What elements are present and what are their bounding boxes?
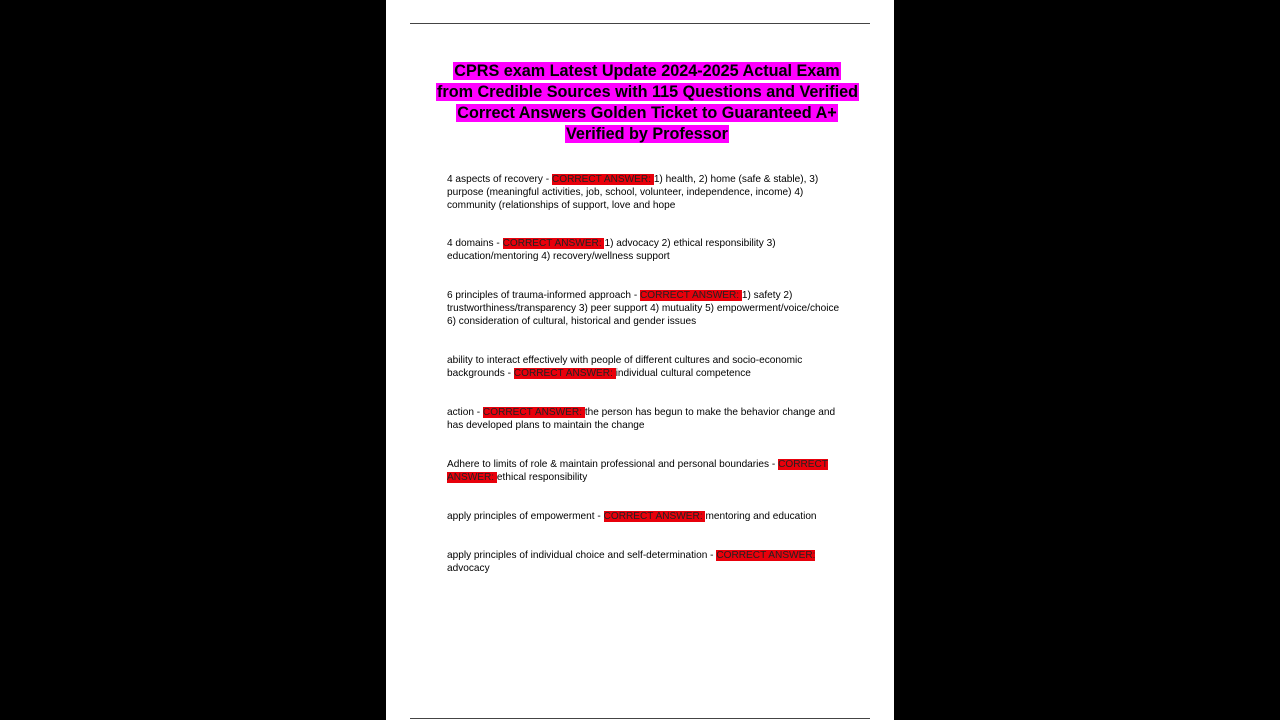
question-text: 4 aspects of recovery (447, 174, 543, 185)
answer-text: 1) safety 2) trustworthiness/transparency 3) peer support 4) mutuality 5) empowerment/voice/choice 6) consideration of cultural, historical and gender issues (447, 290, 840, 327)
qa-entry-7 (447, 510, 849, 523)
question-text: ability to interact effectively with people of different cultures and socio-economic backgrounds (447, 355, 803, 379)
answer-text: individual cultural competence (615, 368, 751, 379)
correct-answer-tag: CORRECT ANSWER: (716, 550, 816, 561)
qa-entry-5 (447, 406, 849, 432)
question-text: action (447, 407, 474, 418)
separator: - (504, 368, 514, 379)
question-text: 6 principles of trauma-informed approach (447, 290, 632, 301)
qa-entry-3 (447, 289, 849, 328)
answer-text: 1) health, 2) home (safe & stable), 3) purpose (meaningful activities, job, school, volunteer, independence, income) 4) community (relationships of support, love and hope (447, 174, 819, 211)
correct-answer-tag: CORRECT ANSWER: (513, 368, 616, 379)
separator: - (769, 459, 779, 470)
answer-text: the person has begun to make the behavior change and has developed plans to maintain the change (447, 407, 836, 431)
question-text: Adhere to limits of role & maintain professional and personal boundaries (447, 459, 770, 470)
separator: - (707, 550, 717, 561)
correct-answer-tag: CORRECT ANSWER: (482, 407, 585, 418)
qa-entry-4 (447, 354, 849, 380)
separator: - (594, 511, 604, 522)
question-text: 4 domains (447, 238, 494, 249)
title-text: CPRS exam Latest Update 2024-2025 Actual Exam from Credible Sources with 115 Questions and Verified Correct Answers Golden Ticket to Guaranteed A+ Verified by Professor (437, 62, 858, 143)
separator: - (542, 174, 552, 185)
document-page (386, 0, 894, 720)
qa-entry-1 (447, 173, 849, 212)
bottom-divider (410, 718, 870, 719)
answer-text: advocacy (447, 563, 490, 574)
answer-text: mentoring and education (705, 511, 817, 522)
qa-entry-6 (447, 458, 849, 484)
document-title (436, 61, 858, 145)
correct-answer-tag: CORRECT ANSWER: (447, 459, 828, 483)
correct-answer-tag: CORRECT ANSWER: (502, 238, 605, 249)
separator: - (631, 290, 641, 301)
correct-answer-tag: CORRECT ANSWER: (551, 174, 654, 185)
separator: - (493, 238, 503, 249)
question-text: apply principles of empowerment (447, 511, 595, 522)
separator: - (473, 407, 483, 418)
top-divider (410, 23, 870, 24)
qa-entry-2 (447, 237, 849, 263)
answer-text: ethical responsibility (496, 472, 588, 483)
question-text: apply principles of individual choice and self-determination (447, 550, 708, 561)
answer-text: 1) advocacy 2) ethical responsibility 3) education/mentoring 4) recovery/wellness support (447, 238, 776, 262)
correct-answer-tag: CORRECT ANSWER: (640, 290, 742, 301)
correct-answer-tag: CORRECT ANSWER: (603, 511, 706, 522)
qa-entry-8 (447, 549, 849, 575)
